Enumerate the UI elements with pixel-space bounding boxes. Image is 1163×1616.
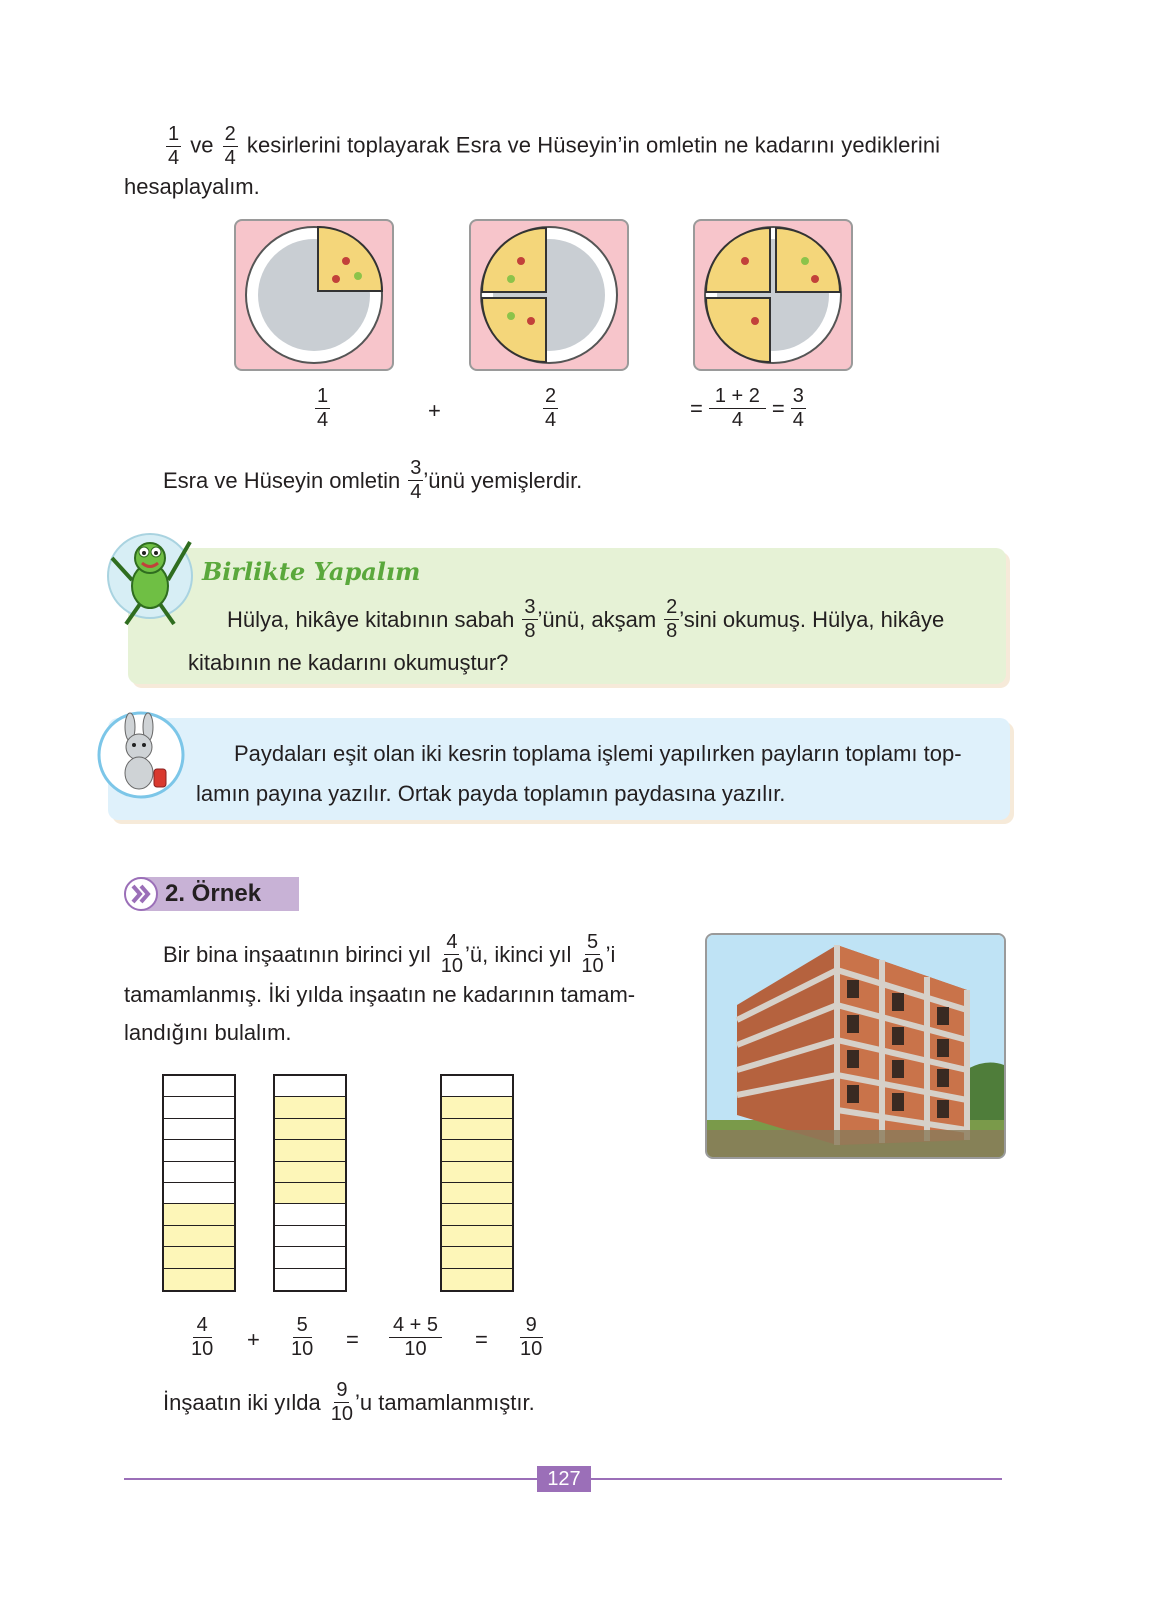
rule-line1: Paydaları eşit olan iki kesrin toplama işlemi yapılırken payların toplamı top- <box>234 741 962 766</box>
plate-two-quarters <box>469 219 629 371</box>
grid-cell <box>442 1140 512 1161</box>
grid-total <box>440 1074 514 1292</box>
grid-cell <box>275 1162 345 1183</box>
ornek-line2: tamamlanmış. İki yılda inşaatın ne kadarının tamam- <box>124 982 636 1007</box>
eq2-equals-2: = <box>475 1327 488 1352</box>
plate-one-quarter <box>234 219 394 371</box>
plate-three-quarters <box>693 219 853 371</box>
building-photo <box>705 933 1006 1159</box>
plus-sign: + <box>428 398 441 423</box>
grid-second-year <box>273 1074 347 1292</box>
intro-line2: hesaplayalım. <box>124 174 260 199</box>
eq2-fraction-2: $\frac{5}{10}$ <box>291 1314 314 1360</box>
rule-line2: lamın payına yazılır. Ortak payda toplamın paydasına yazılır. <box>196 781 786 806</box>
grid-cell <box>442 1183 512 1204</box>
grid-cell <box>275 1140 345 1161</box>
grid-cell <box>164 1162 234 1183</box>
fraction: $\frac{1}{4}$ <box>168 123 180 169</box>
result-sentence-2: İnşaatın iki yılda $\frac{9}{10}$ ’u tamamlanmıştır. <box>163 1379 535 1425</box>
footer-rule-right <box>591 1478 1002 1480</box>
grid-cell <box>164 1097 234 1118</box>
grid-cell <box>442 1097 512 1118</box>
footer-rule-left <box>124 1478 537 1480</box>
grid-cell <box>164 1076 234 1097</box>
grid-cell <box>164 1119 234 1140</box>
plate-fraction-2: $\frac{2}{4}$ <box>545 385 557 431</box>
eq2-fraction-4: $\frac{9}{10}$ <box>520 1314 543 1360</box>
grid-cell <box>164 1204 234 1225</box>
rabbit-mascot-icon <box>96 709 186 806</box>
grid-cell <box>164 1247 234 1268</box>
grid-cell <box>442 1247 512 1268</box>
grid-cell <box>164 1269 234 1290</box>
result-sentence-1: Esra ve Hüseyin omletin $\frac{3}{4}$ ’ünü yemişlerdir. <box>163 457 583 503</box>
grid-first-year <box>162 1074 236 1292</box>
birlikte-line1: Hülya, hikâye kitabının sabah $\frac{3}{8}$ ’ünü, akşam $\frac{2}{8}$ ’sini okumuş. Hülya, hikâye <box>227 596 945 642</box>
grid-cell <box>275 1076 345 1097</box>
frog-mascot-icon <box>104 528 196 633</box>
eq2-equals-1: = <box>346 1327 359 1352</box>
birlikte-yapalim-title: Birlikte Yapalım <box>202 557 421 586</box>
grid-cell <box>275 1226 345 1247</box>
plate-fraction-1: $\frac{1}{4}$ <box>317 385 329 431</box>
eq2-fraction-1: $\frac{4}{10}$ <box>191 1314 214 1360</box>
ornek-title: 2. Örnek <box>165 880 262 907</box>
omelette-plate-3 <box>695 221 851 369</box>
intro-line1: $\frac{1}{4}$ ve $\frac{2}{4}$ kesirlerini toplayarak Esra ve Hüseyin’in omletin ne kadarını yediklerini <box>168 123 941 169</box>
grid-cell <box>275 1269 345 1290</box>
grid-cell <box>442 1226 512 1247</box>
eq2-fraction-3: $\frac{4 + 5}{10}$ <box>386 1315 445 1360</box>
double-chevron-icon <box>123 876 159 917</box>
grid-cell <box>275 1204 345 1225</box>
grid-cell <box>442 1204 512 1225</box>
grid-cell <box>275 1119 345 1140</box>
grid-cell <box>275 1097 345 1118</box>
grid-cell <box>164 1140 234 1161</box>
ornek-line3: landığını bulalım. <box>124 1020 292 1045</box>
grid-cell <box>164 1226 234 1247</box>
omelette-plate-1 <box>236 221 392 369</box>
grid-cell <box>275 1183 345 1204</box>
grid-cell <box>442 1162 512 1183</box>
grid-cell <box>442 1269 512 1290</box>
fraction: $\frac{2}{4}$ <box>224 123 236 169</box>
grid-cell <box>164 1183 234 1204</box>
grid-cell <box>442 1119 512 1140</box>
birlikte-line2: kitabının ne kadarını okumuştur? <box>188 650 509 675</box>
page-number: 127 <box>537 1466 591 1492</box>
eq2-plus: + <box>247 1327 260 1352</box>
grid-cell <box>275 1247 345 1268</box>
ornek-line1: Bir bina inşaatının birinci yıl $\frac{4}{10}$ ’ü, ikinci yıl $\frac{5}{10}$ ’i <box>163 931 616 977</box>
grid-cell <box>442 1076 512 1097</box>
omelette-plate-2 <box>471 221 627 369</box>
plate-result: = $\frac{1 + 2}{4}$ = $\frac{3}{4}$ <box>690 385 804 431</box>
